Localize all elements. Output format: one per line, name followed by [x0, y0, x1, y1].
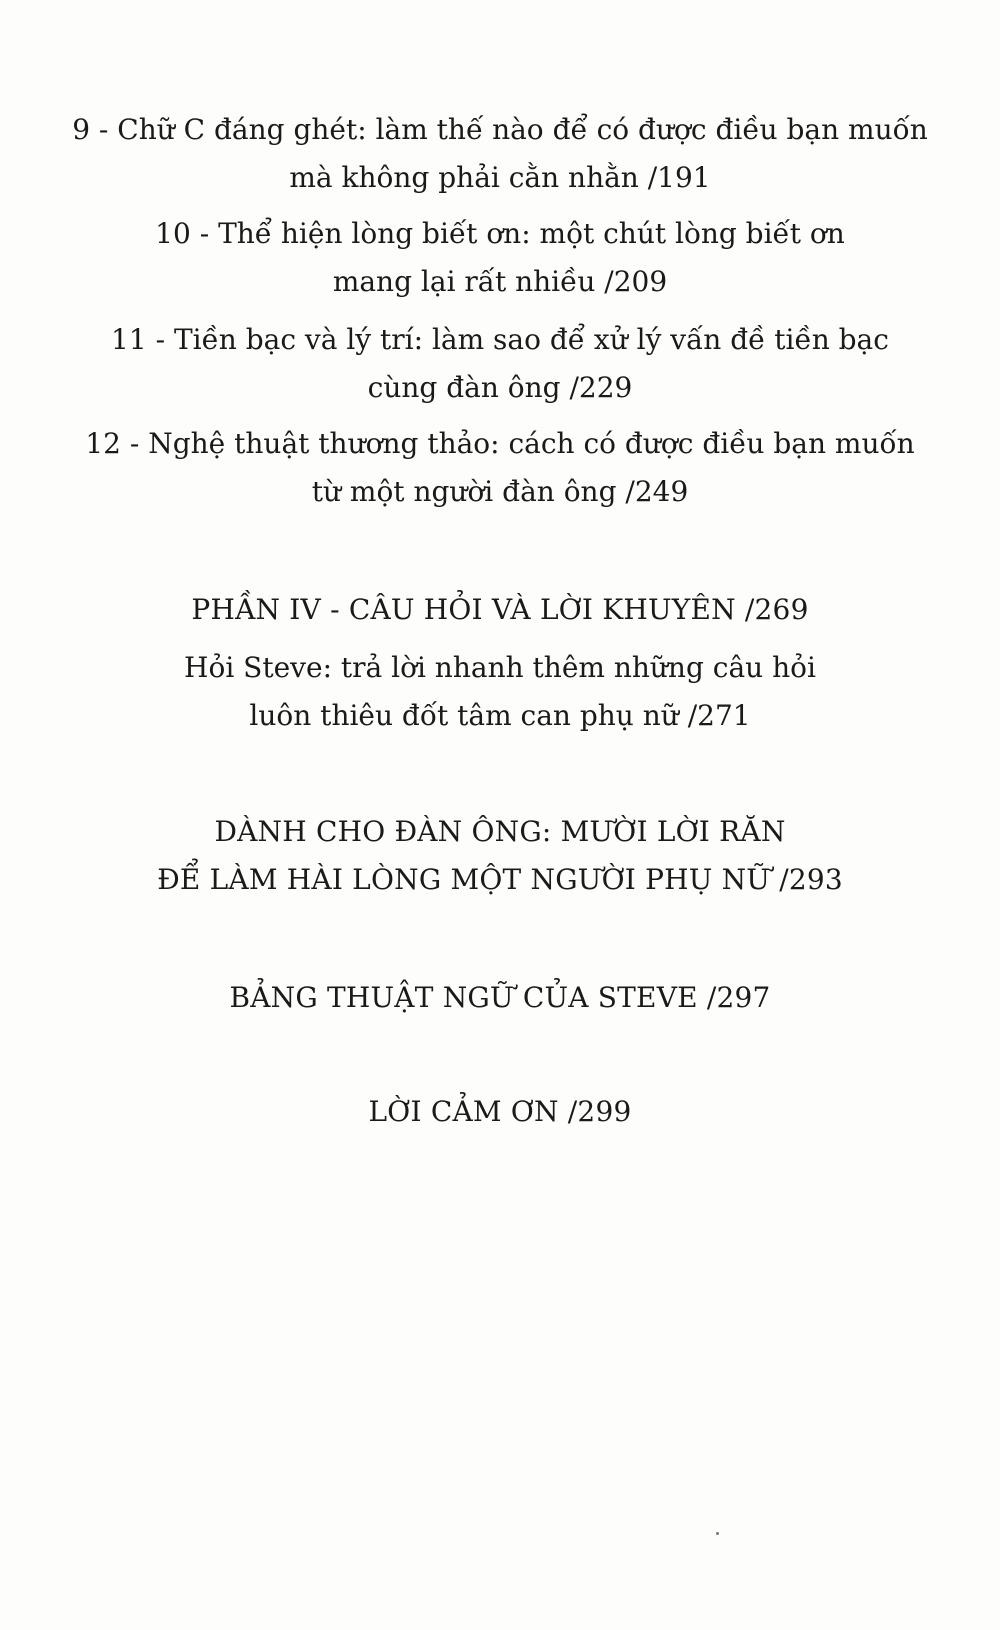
toc-entry-line: cùng đàn ông /229	[367, 371, 633, 404]
section-heading: PHẦN IV - CÂU HỎI VÀ LỜI KHUYÊN /269	[191, 593, 809, 626]
toc-acknowledgements	[0, 1088, 1000, 1136]
toc-entry-chapter-12	[0, 420, 1000, 516]
paper-speck	[716, 1532, 719, 1535]
toc-entry-line: 9 - Chữ C đáng ghét: làm thế nào để có được điều bạn muốn	[72, 113, 928, 146]
section-heading: ĐỂ LÀM HÀI LÒNG MỘT NGƯỜI PHỤ NỮ /293	[157, 863, 843, 896]
toc-entry-line: 10 - Thể hiện lòng biết ơn: một chút lòng biết ơn	[155, 217, 845, 250]
toc-glossary	[0, 974, 1000, 1022]
toc-entry-chapter-10	[0, 210, 1000, 306]
section-heading: DÀNH CHO ĐÀN ÔNG: MƯỜI LỜI RĂN	[214, 815, 786, 848]
toc-part-4-heading	[0, 586, 1000, 634]
toc-entry-line: 12 - Nghệ thuật thương thảo: cách có được điều bạn muốn	[85, 427, 915, 460]
toc-entry-line: mang lại rất nhiều /209	[332, 265, 668, 298]
toc-entry-line: từ một người đàn ông /249	[311, 475, 689, 508]
section-heading: LỜI CẢM ƠN /299	[368, 1095, 632, 1128]
section-heading: BẢNG THUẬT NGỮ CỦA STEVE /297	[229, 981, 771, 1014]
toc-entry-ask-steve	[0, 644, 1000, 740]
toc-entry-line: luôn thiêu đốt tâm can phụ nữ /271	[249, 699, 751, 732]
toc-entry-chapter-11	[0, 316, 1000, 412]
toc-entry-line: 11 - Tiền bạc và lý trí: làm sao để xử lý vấn đề tiền bạc	[111, 323, 889, 356]
toc-entry-chapter-9	[0, 106, 1000, 202]
toc-entry-line: mà không phải cằn nhằn /191	[289, 161, 711, 194]
toc-entry-line: Hỏi Steve: trả lời nhanh thêm những câu hỏi	[184, 651, 816, 684]
toc-for-men	[0, 808, 1000, 904]
